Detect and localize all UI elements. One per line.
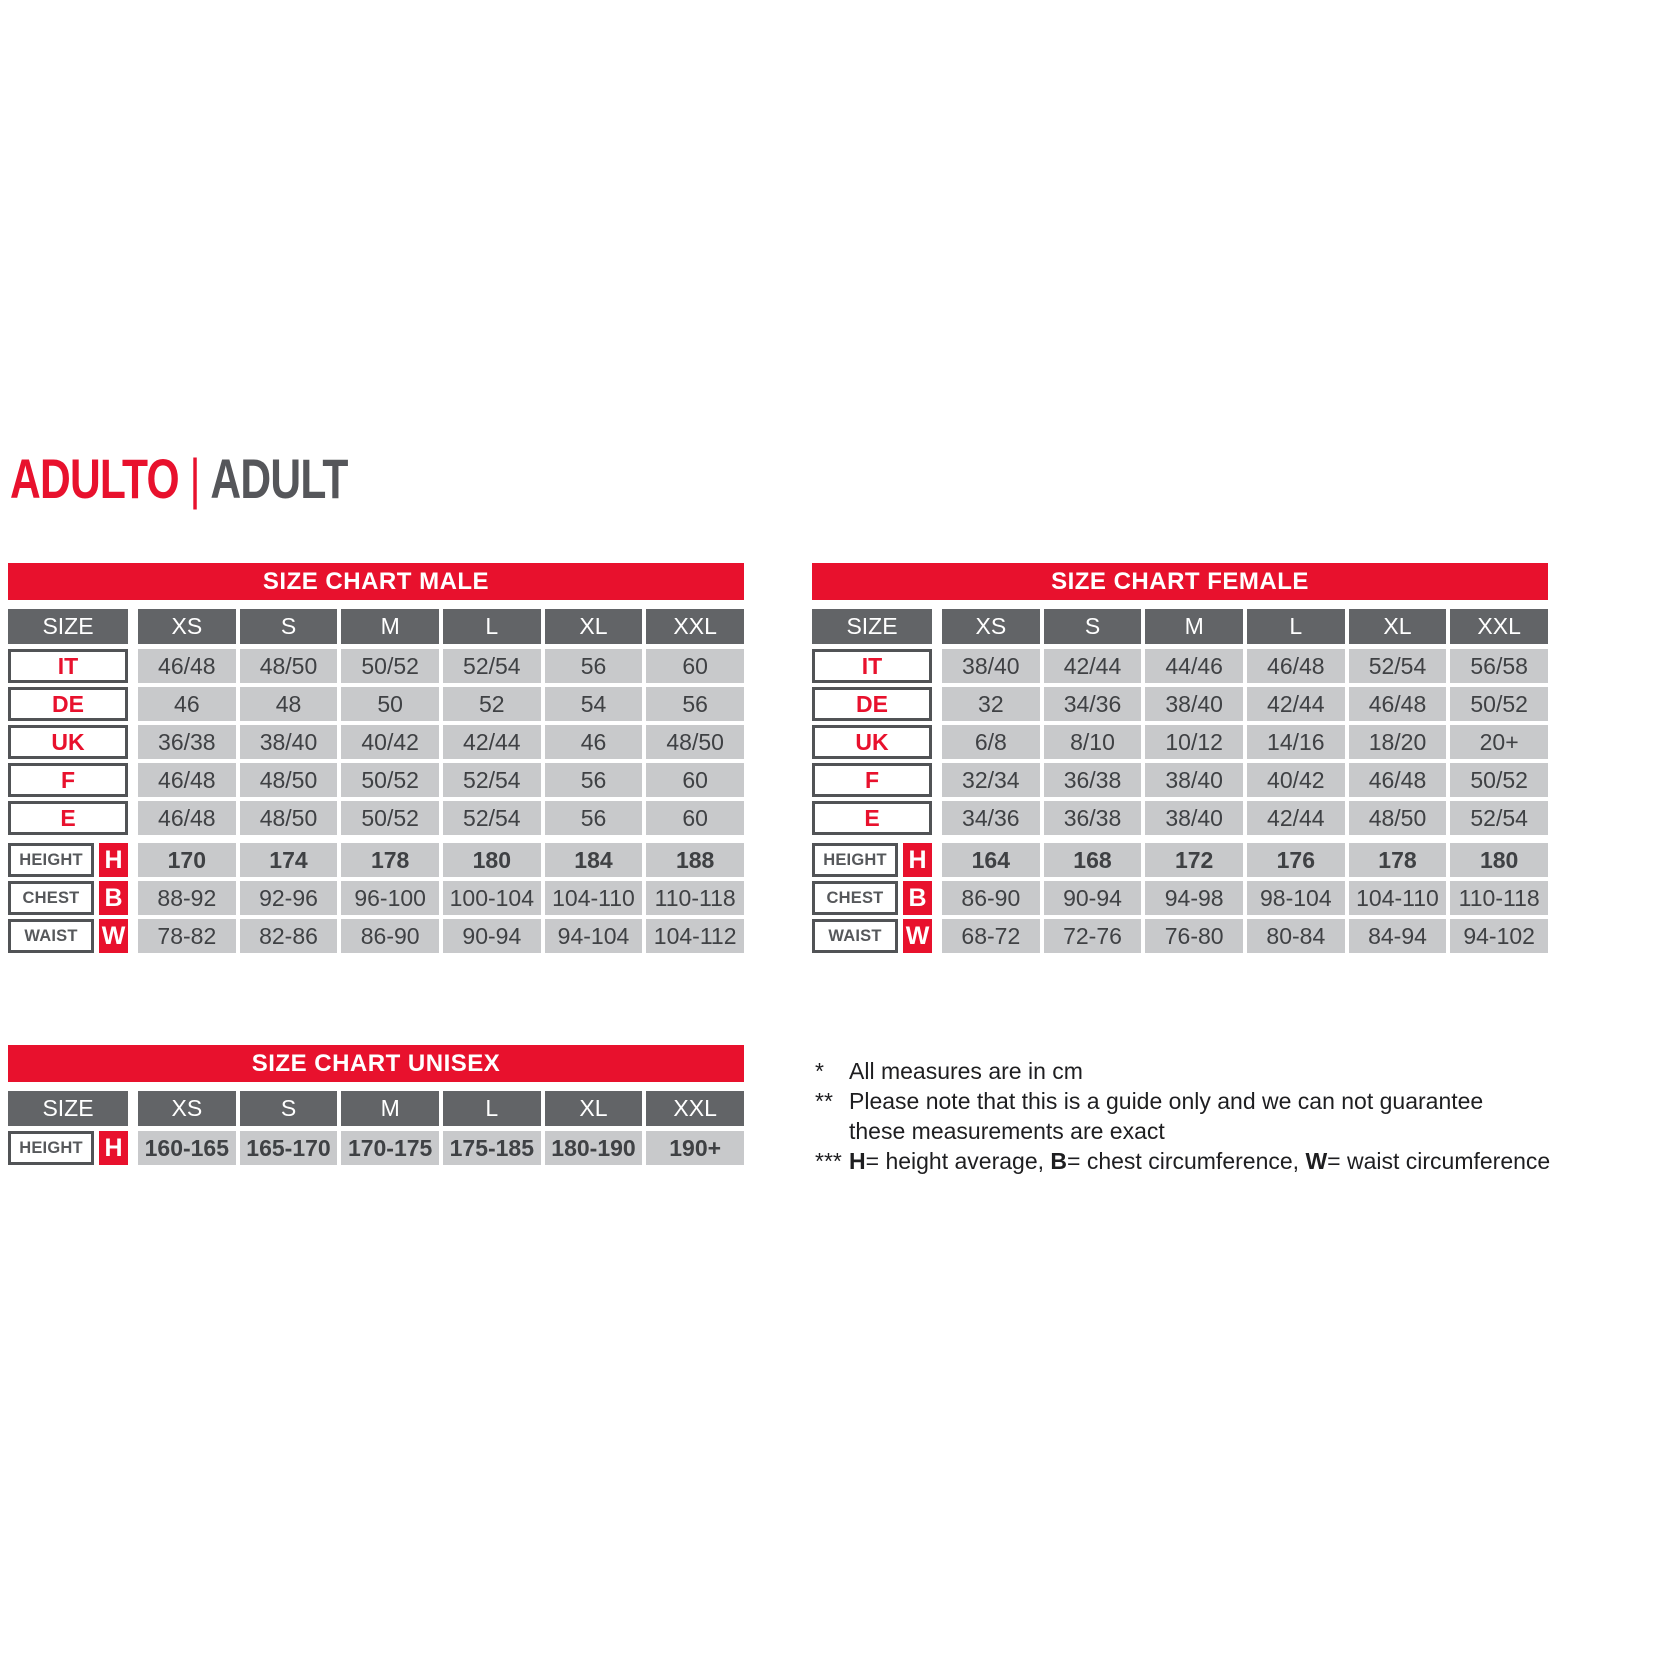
value-cell: 86-90 bbox=[942, 881, 1040, 915]
row-label-slot bbox=[812, 801, 932, 835]
row-values bbox=[138, 919, 744, 953]
value-cell: 38/40 bbox=[240, 725, 338, 759]
value-cell: 44/46 bbox=[1145, 649, 1243, 683]
row-label-slot bbox=[812, 725, 932, 759]
size-column-header: SIZE bbox=[812, 609, 932, 644]
size-columns bbox=[138, 609, 744, 644]
page-title-secondary: ADULT bbox=[210, 447, 348, 510]
value-cell: 38/40 bbox=[1145, 763, 1243, 797]
row-values bbox=[942, 881, 1548, 915]
value-cell: 48/50 bbox=[240, 649, 338, 683]
row-label-slot bbox=[8, 919, 128, 953]
value-cell: 6/8 bbox=[942, 725, 1040, 759]
table-row-height bbox=[812, 843, 1548, 877]
value-cell: 50/52 bbox=[1450, 763, 1548, 797]
letter-badge-h: H bbox=[903, 843, 932, 877]
value-cell: 50/52 bbox=[1450, 687, 1548, 721]
value-cell: 96-100 bbox=[341, 881, 439, 915]
value-cell: 38/40 bbox=[1145, 687, 1243, 721]
row-label-slot bbox=[8, 1131, 128, 1165]
value-cell: 42/44 bbox=[443, 725, 541, 759]
table-row-de bbox=[812, 687, 1548, 721]
row-label-de: DE bbox=[812, 687, 932, 721]
value-cell: 52 bbox=[443, 687, 541, 721]
table-row-e bbox=[812, 801, 1548, 835]
value-cell: 36/38 bbox=[1044, 763, 1142, 797]
row-label-f: F bbox=[812, 763, 932, 797]
value-cell: 100-104 bbox=[443, 881, 541, 915]
letter-badge-b: B bbox=[99, 881, 128, 915]
value-cell: 40/42 bbox=[1247, 763, 1345, 797]
value-cell: 52/54 bbox=[443, 649, 541, 683]
row-values bbox=[942, 725, 1548, 759]
value-cell: 50 bbox=[341, 687, 439, 721]
row-label-e: E bbox=[8, 801, 128, 835]
row-label-chest: CHEST bbox=[8, 881, 94, 915]
row-values bbox=[942, 801, 1548, 835]
letter-badge-w: W bbox=[99, 919, 128, 953]
value-cell: 48/50 bbox=[240, 763, 338, 797]
size-chart-male-table bbox=[8, 563, 744, 957]
value-cell: 18/20 bbox=[1349, 725, 1447, 759]
row-values bbox=[138, 1131, 744, 1165]
footnote-marker: * bbox=[815, 1058, 824, 1084]
value-cell: 170 bbox=[138, 843, 236, 877]
row-label-slot bbox=[812, 881, 932, 915]
value-cell: 34/36 bbox=[1044, 687, 1142, 721]
value-cell: 48/50 bbox=[1349, 801, 1447, 835]
row-label-uk: UK bbox=[8, 725, 128, 759]
value-cell: 46/48 bbox=[138, 801, 236, 835]
column-header-xs: XS bbox=[942, 609, 1040, 644]
row-values bbox=[942, 649, 1548, 683]
column-header-l: L bbox=[443, 1091, 541, 1126]
row-label-slot bbox=[812, 919, 932, 953]
value-cell: 164 bbox=[942, 843, 1040, 877]
table-row-waist bbox=[812, 919, 1548, 953]
value-cell: 60 bbox=[646, 649, 744, 683]
value-cell: 180-190 bbox=[545, 1131, 643, 1165]
table-row-waist bbox=[8, 919, 744, 953]
value-cell: 104-110 bbox=[1349, 881, 1447, 915]
value-cell: 184 bbox=[545, 843, 643, 877]
value-cell: 110-118 bbox=[646, 881, 744, 915]
column-header-xs: XS bbox=[138, 609, 236, 644]
value-cell: 80-84 bbox=[1247, 919, 1345, 953]
value-cell: 38/40 bbox=[942, 649, 1040, 683]
row-label-slot bbox=[812, 649, 932, 683]
value-cell: 36/38 bbox=[1044, 801, 1142, 835]
table-row-height bbox=[8, 843, 744, 877]
value-cell: 94-98 bbox=[1145, 881, 1243, 915]
row-values bbox=[138, 881, 744, 915]
value-cell: 60 bbox=[646, 801, 744, 835]
row-label-waist: WAIST bbox=[812, 919, 898, 953]
row-values bbox=[138, 687, 744, 721]
column-header-s: S bbox=[1044, 609, 1142, 644]
value-cell: 104-112 bbox=[646, 919, 744, 953]
value-cell: 48 bbox=[240, 687, 338, 721]
row-label-it: IT bbox=[812, 649, 932, 683]
row-values bbox=[942, 763, 1548, 797]
value-cell: 110-118 bbox=[1450, 881, 1548, 915]
value-cell: 20+ bbox=[1450, 725, 1548, 759]
value-cell: 8/10 bbox=[1044, 725, 1142, 759]
value-cell: 56 bbox=[545, 763, 643, 797]
value-cell: 32/34 bbox=[942, 763, 1040, 797]
row-values bbox=[942, 843, 1548, 877]
table-row-chest bbox=[812, 881, 1548, 915]
value-cell: 175-185 bbox=[443, 1131, 541, 1165]
column-header-m: M bbox=[341, 609, 439, 644]
value-cell: 72-76 bbox=[1044, 919, 1142, 953]
table-row-f bbox=[8, 763, 744, 797]
value-cell: 56 bbox=[545, 801, 643, 835]
footnote-text bbox=[849, 1146, 1575, 1176]
column-header-l: L bbox=[1247, 609, 1345, 644]
value-cell: 90-94 bbox=[1044, 881, 1142, 915]
row-label-de: DE bbox=[8, 687, 128, 721]
table-row-de bbox=[8, 687, 744, 721]
row-label-slot bbox=[8, 687, 128, 721]
column-header-xl: XL bbox=[545, 1091, 643, 1126]
value-cell: 46/48 bbox=[1247, 649, 1345, 683]
value-cell: 46 bbox=[545, 725, 643, 759]
value-cell: 178 bbox=[341, 843, 439, 877]
value-cell: 56 bbox=[646, 687, 744, 721]
column-header-xxl: XXL bbox=[646, 1091, 744, 1126]
row-label-uk: UK bbox=[812, 725, 932, 759]
table-banner-unisex: SIZE CHART UNISEX bbox=[8, 1045, 744, 1082]
footnote-text bbox=[849, 1086, 1575, 1146]
table-row-chest bbox=[8, 881, 744, 915]
row-label-slot bbox=[812, 687, 932, 721]
value-cell: 46/48 bbox=[138, 649, 236, 683]
size-label-slot bbox=[8, 1091, 128, 1126]
value-cell: 160-165 bbox=[138, 1131, 236, 1165]
table-row-it bbox=[8, 649, 744, 683]
size-label-slot bbox=[812, 609, 932, 644]
table-row-height bbox=[8, 1131, 744, 1165]
table-row-uk bbox=[8, 725, 744, 759]
value-cell: 94-102 bbox=[1450, 919, 1548, 953]
table-row-it bbox=[812, 649, 1548, 683]
size-chart-unisex-table bbox=[8, 1045, 744, 1169]
value-cell: 190+ bbox=[646, 1131, 744, 1165]
value-cell: 92-96 bbox=[240, 881, 338, 915]
size-columns bbox=[942, 609, 1548, 644]
letter-badge-h: H bbox=[99, 1131, 128, 1165]
table-row-f bbox=[812, 763, 1548, 797]
value-cell: 168 bbox=[1044, 843, 1142, 877]
column-header-m: M bbox=[1145, 609, 1243, 644]
legend-w-desc: = waist circumference bbox=[1327, 1148, 1551, 1174]
value-cell: 170-175 bbox=[341, 1131, 439, 1165]
value-cell: 94-104 bbox=[545, 919, 643, 953]
value-cell: 54 bbox=[545, 687, 643, 721]
letter-badge-w: W bbox=[903, 919, 932, 953]
value-cell: 42/44 bbox=[1044, 649, 1142, 683]
row-label-slot bbox=[8, 881, 128, 915]
column-header-xxl: XXL bbox=[646, 609, 744, 644]
size-columns bbox=[138, 1091, 744, 1126]
row-label-slot bbox=[8, 843, 128, 877]
column-header-s: S bbox=[240, 609, 338, 644]
footnote-marker: ** bbox=[815, 1088, 833, 1114]
column-header-xl: XL bbox=[545, 609, 643, 644]
row-values bbox=[138, 801, 744, 835]
legend-b-desc: = chest circumference, bbox=[1067, 1148, 1306, 1174]
value-cell: 34/36 bbox=[942, 801, 1040, 835]
value-cell: 98-104 bbox=[1247, 881, 1345, 915]
value-cell: 14/16 bbox=[1247, 725, 1345, 759]
column-header-l: L bbox=[443, 609, 541, 644]
column-header-row bbox=[8, 609, 744, 644]
row-values bbox=[138, 763, 744, 797]
page-title-primary: ADULTO bbox=[10, 447, 179, 510]
value-cell: 32 bbox=[942, 687, 1040, 721]
footnote-text-line1: Please note that this is a guide only and we can not guarantee bbox=[849, 1088, 1484, 1114]
value-cell: 84-94 bbox=[1349, 919, 1447, 953]
legend-b: B bbox=[1050, 1148, 1068, 1174]
footnote-marker: *** bbox=[815, 1148, 842, 1174]
row-label-height: HEIGHT bbox=[8, 1131, 94, 1165]
value-cell: 46/48 bbox=[138, 763, 236, 797]
value-cell: 172 bbox=[1145, 843, 1243, 877]
column-header-xl: XL bbox=[1349, 609, 1447, 644]
value-cell: 56 bbox=[545, 649, 643, 683]
value-cell: 46 bbox=[138, 687, 236, 721]
row-label-f: F bbox=[8, 763, 128, 797]
row-label-slot bbox=[8, 649, 128, 683]
value-cell: 178 bbox=[1349, 843, 1447, 877]
value-cell: 50/52 bbox=[341, 801, 439, 835]
page-title-separator-icon: | bbox=[189, 447, 200, 510]
value-cell: 38/40 bbox=[1145, 801, 1243, 835]
row-label-slot bbox=[812, 843, 932, 877]
value-cell: 50/52 bbox=[341, 649, 439, 683]
row-label-e: E bbox=[812, 801, 932, 835]
row-label-slot bbox=[8, 801, 128, 835]
value-cell: 188 bbox=[646, 843, 744, 877]
value-cell: 86-90 bbox=[341, 919, 439, 953]
row-values bbox=[138, 649, 744, 683]
value-cell: 165-170 bbox=[240, 1131, 338, 1165]
value-cell: 50/52 bbox=[341, 763, 439, 797]
row-label-slot bbox=[812, 763, 932, 797]
column-header-xxl: XXL bbox=[1450, 609, 1548, 644]
value-cell: 174 bbox=[240, 843, 338, 877]
row-label-height: HEIGHT bbox=[812, 843, 898, 877]
size-chart-female-table bbox=[812, 563, 1548, 957]
footnote-text-line2: these measurements are exact bbox=[849, 1118, 1165, 1144]
value-cell: 76-80 bbox=[1145, 919, 1243, 953]
footnote-guarantee bbox=[815, 1086, 1575, 1146]
value-cell: 52/54 bbox=[1349, 649, 1447, 683]
footnote-text: All measures are in cm bbox=[849, 1058, 1083, 1084]
page-title bbox=[10, 447, 348, 510]
column-header-row bbox=[8, 1091, 744, 1126]
value-cell: 180 bbox=[1450, 843, 1548, 877]
row-values bbox=[138, 843, 744, 877]
row-label-waist: WAIST bbox=[8, 919, 94, 953]
value-cell: 68-72 bbox=[942, 919, 1040, 953]
legend-h-desc: = height average, bbox=[865, 1148, 1051, 1174]
value-cell: 52/54 bbox=[443, 801, 541, 835]
row-label-it: IT bbox=[8, 649, 128, 683]
value-cell: 176 bbox=[1247, 843, 1345, 877]
value-cell: 42/44 bbox=[1247, 801, 1345, 835]
value-cell: 78-82 bbox=[138, 919, 236, 953]
value-cell: 42/44 bbox=[1247, 687, 1345, 721]
value-cell: 82-86 bbox=[240, 919, 338, 953]
value-cell: 40/42 bbox=[341, 725, 439, 759]
legend-h: H bbox=[849, 1148, 866, 1174]
column-header-row bbox=[812, 609, 1548, 644]
value-cell: 46/48 bbox=[1349, 687, 1447, 721]
row-label-height: HEIGHT bbox=[8, 843, 94, 877]
column-header-s: S bbox=[240, 1091, 338, 1126]
row-values bbox=[942, 687, 1548, 721]
value-cell: 10/12 bbox=[1145, 725, 1243, 759]
size-column-header: SIZE bbox=[8, 609, 128, 644]
footnote-units bbox=[815, 1056, 1575, 1086]
table-banner-female: SIZE CHART FEMALE bbox=[812, 563, 1548, 600]
footnotes bbox=[815, 1056, 1575, 1176]
row-label-slot bbox=[8, 763, 128, 797]
value-cell: 104-110 bbox=[545, 881, 643, 915]
size-label-slot bbox=[8, 609, 128, 644]
row-values bbox=[138, 725, 744, 759]
value-cell: 90-94 bbox=[443, 919, 541, 953]
value-cell: 60 bbox=[646, 763, 744, 797]
letter-badge-h: H bbox=[99, 843, 128, 877]
table-row-e bbox=[8, 801, 744, 835]
row-label-slot bbox=[8, 725, 128, 759]
row-label-chest: CHEST bbox=[812, 881, 898, 915]
value-cell: 88-92 bbox=[138, 881, 236, 915]
value-cell: 46/48 bbox=[1349, 763, 1447, 797]
value-cell: 52/54 bbox=[443, 763, 541, 797]
value-cell: 180 bbox=[443, 843, 541, 877]
value-cell: 48/50 bbox=[646, 725, 744, 759]
column-header-xs: XS bbox=[138, 1091, 236, 1126]
row-values bbox=[942, 919, 1548, 953]
table-banner-male: SIZE CHART MALE bbox=[8, 563, 744, 600]
column-header-m: M bbox=[341, 1091, 439, 1126]
value-cell: 48/50 bbox=[240, 801, 338, 835]
table-row-uk bbox=[812, 725, 1548, 759]
legend-w: W bbox=[1305, 1148, 1328, 1174]
value-cell: 36/38 bbox=[138, 725, 236, 759]
footnote-legend bbox=[815, 1146, 1575, 1176]
letter-badge-b: B bbox=[903, 881, 932, 915]
value-cell: 56/58 bbox=[1450, 649, 1548, 683]
value-cell: 52/54 bbox=[1450, 801, 1548, 835]
size-column-header: SIZE bbox=[8, 1091, 128, 1126]
